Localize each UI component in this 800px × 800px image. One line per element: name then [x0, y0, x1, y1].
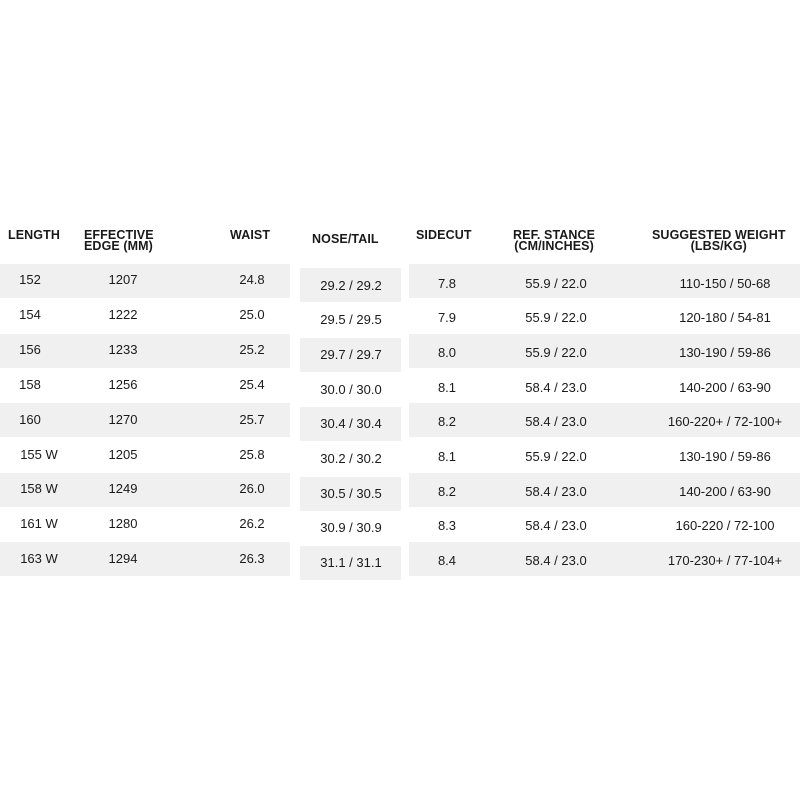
- cell-ref-stance: 58.4 / 23.0: [525, 484, 587, 499]
- cell-ref-stance: 58.4 / 23.0: [525, 518, 587, 533]
- cell-effective-edge: 1256: [108, 377, 138, 392]
- cell-suggested-weight: 120-180 / 54-81: [679, 310, 771, 325]
- cell-sidecut: 8.1: [437, 449, 457, 464]
- cell-nose-tail: 30.2 / 30.2: [320, 451, 382, 466]
- cell-effective-edge: 1294: [108, 551, 138, 566]
- header-suggested-weight-line2: (LBS/KG): [690, 239, 747, 253]
- cell-suggested-weight: 140-200 / 63-90: [679, 484, 771, 499]
- cell-length: 158 W: [20, 481, 58, 496]
- header-nose-tail: NOSE/TAIL: [312, 232, 379, 246]
- cell-length: 158: [19, 377, 41, 392]
- cell-nose-tail: 30.9 / 30.9: [320, 520, 382, 535]
- cell-waist: 26.2: [239, 516, 265, 531]
- cell-waist: 25.2: [239, 342, 265, 357]
- cell-length: 161 W: [20, 516, 58, 531]
- cell-effective-edge: 1207: [108, 272, 138, 287]
- header-effective-edge-line1: EFFECTIVE: [84, 228, 154, 242]
- cell-length: 154: [19, 307, 41, 322]
- cell-effective-edge: 1233: [108, 342, 138, 357]
- cell-waist: 25.7: [239, 412, 265, 427]
- cell-sidecut: 8.3: [437, 518, 457, 533]
- cell-ref-stance: 58.4 / 23.0: [525, 380, 587, 395]
- cell-length: 155 W: [20, 447, 58, 462]
- cell-sidecut: 7.9: [437, 310, 457, 325]
- cell-ref-stance: 55.9 / 22.0: [525, 276, 587, 291]
- header-sidecut: SIDECUT: [416, 228, 472, 242]
- cell-effective-edge: 1205: [108, 447, 138, 462]
- header-suggested-weight-line1: SUGGESTED WEIGHT: [652, 228, 786, 242]
- cell-waist: 25.8: [239, 447, 265, 462]
- cell-suggested-weight: 160-220+ / 72-100+: [667, 414, 783, 429]
- cell-sidecut: 8.0: [437, 345, 457, 360]
- header-ref-stance: [513, 230, 595, 252]
- cell-suggested-weight: 140-200 / 63-90: [679, 380, 771, 395]
- cell-length: 156: [19, 342, 41, 357]
- cell-waist: 26.3: [239, 551, 265, 566]
- header-ref-stance-line1: REF. STANCE: [513, 228, 596, 242]
- cell-suggested-weight: 130-190 / 59-86: [679, 345, 771, 360]
- cell-ref-stance: 55.9 / 22.0: [525, 310, 587, 325]
- cell-suggested-weight: 170-230+ / 77-104+: [667, 553, 783, 568]
- cell-ref-stance: 58.4 / 23.0: [525, 414, 587, 429]
- cell-sidecut: 8.2: [437, 414, 457, 429]
- cell-nose-tail: 31.1 / 31.1: [320, 555, 382, 570]
- cell-nose-tail: 29.2 / 29.2: [320, 278, 382, 293]
- spec-panel-nose-tail: [300, 223, 401, 575]
- cell-ref-stance: 55.9 / 22.0: [525, 449, 587, 464]
- cell-nose-tail: 30.4 / 30.4: [320, 416, 382, 431]
- cell-sidecut: 8.4: [437, 553, 457, 568]
- spec-panel-sidecut-stance-weight: [409, 223, 800, 575]
- cell-sidecut: 8.2: [437, 484, 457, 499]
- cell-sidecut: 7.8: [437, 276, 457, 291]
- header-effective-edge: [84, 230, 154, 252]
- cell-ref-stance: 55.9 / 22.0: [525, 345, 587, 360]
- cell-waist: 26.0: [239, 481, 265, 496]
- cell-suggested-weight: 110-150 / 50-68: [679, 276, 771, 291]
- cell-suggested-weight: 160-220 / 72-100: [675, 518, 775, 533]
- cell-nose-tail: 29.7 / 29.7: [320, 347, 382, 362]
- header-length: LENGTH: [8, 228, 60, 242]
- cell-waist: 24.8: [239, 272, 265, 287]
- cell-effective-edge: 1249: [108, 481, 138, 496]
- cell-effective-edge: 1270: [108, 412, 138, 427]
- cell-length: 160: [19, 412, 41, 427]
- cell-nose-tail: 30.0 / 30.0: [320, 382, 382, 397]
- cell-effective-edge: 1222: [108, 307, 138, 322]
- cell-nose-tail: 30.5 / 30.5: [320, 486, 382, 501]
- cell-ref-stance: 58.4 / 23.0: [525, 553, 587, 568]
- spec-panel-length-edge-waist: [0, 223, 290, 575]
- header-suggested-weight: [652, 230, 786, 252]
- cell-length: 152: [19, 272, 41, 287]
- header-ref-stance-line2: (CM/INCHES): [514, 239, 594, 253]
- cell-nose-tail: 29.5 / 29.5: [320, 312, 382, 327]
- header-effective-edge-line2: EDGE (MM): [84, 239, 153, 253]
- cell-length: 163 W: [20, 551, 58, 566]
- cell-suggested-weight: 130-190 / 59-86: [679, 449, 771, 464]
- cell-effective-edge: 1280: [108, 516, 138, 531]
- cell-waist: 25.4: [239, 377, 265, 392]
- cell-waist: 25.0: [239, 307, 265, 322]
- header-waist: WAIST: [230, 228, 271, 242]
- cell-sidecut: 8.1: [437, 380, 457, 395]
